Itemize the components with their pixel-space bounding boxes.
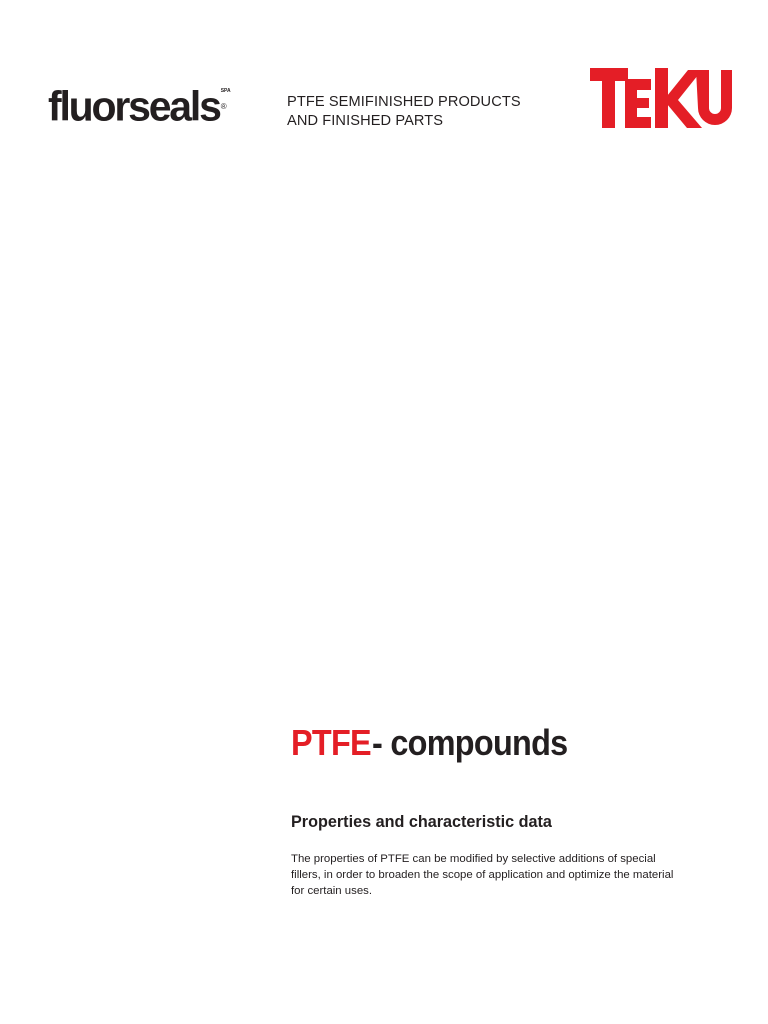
section-subtitle: Properties and characteristic data <box>291 813 552 831</box>
fluorseals-marks <box>221 89 231 111</box>
tagline-line-2: AND FINISHED PARTS <box>287 113 444 129</box>
header-tagline <box>287 93 557 131</box>
fluorseals-logo <box>48 82 231 134</box>
teku-logo <box>590 68 734 130</box>
intro-paragraph <box>291 852 707 899</box>
paragraph-line-2: fillers, in order to broaden the scope of application and optimize the material <box>291 868 674 881</box>
tagline-line-1: PTFE SEMIFINISHED PRODUCTS <box>287 94 521 110</box>
paragraph-line-1: The properties of PTFE can be modified by selective additions of special <box>291 853 656 865</box>
page-title <box>291 722 589 764</box>
registered-mark: ® <box>220 102 227 111</box>
fluorseals-wordmark: fluorseals <box>48 82 220 130</box>
paragraph-line-3: for certain uses. <box>291 884 373 897</box>
title-highlight: PTFE <box>291 722 371 763</box>
fluorseals-spa-mark: SPA <box>220 88 231 94</box>
title-rest: - compounds <box>371 722 568 763</box>
